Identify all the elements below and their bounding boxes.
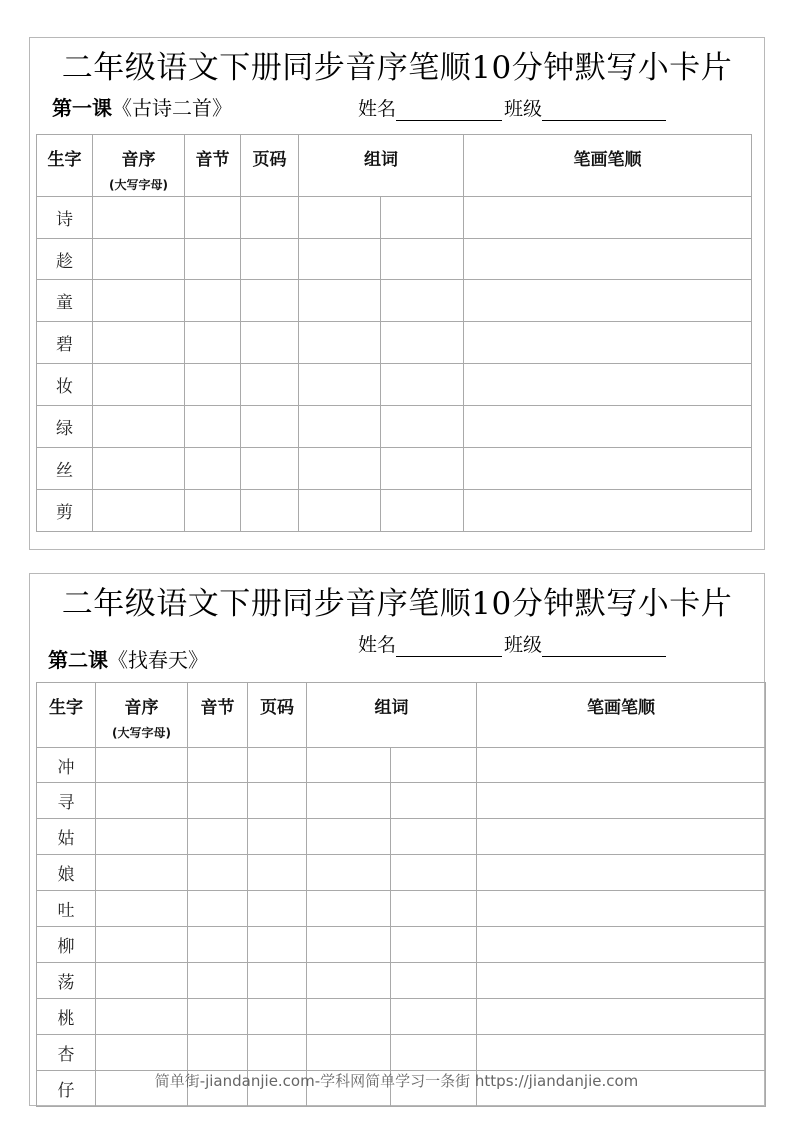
order-cell[interactable] (93, 239, 185, 280)
word-cell-2[interactable] (391, 855, 477, 891)
page-cell[interactable] (241, 280, 299, 322)
page-cell[interactable] (248, 855, 307, 891)
syllable-cell[interactable] (188, 783, 248, 819)
page-cell[interactable] (248, 1035, 307, 1071)
word-cell-1[interactable] (299, 448, 381, 490)
table-row (37, 927, 766, 963)
char-cell: 趁 (37, 239, 93, 280)
word-cell-2[interactable] (391, 1035, 477, 1071)
class-label: 班级 (504, 98, 543, 120)
word-cell-1[interactable] (299, 280, 381, 322)
table-row (37, 448, 752, 490)
table-row (37, 819, 766, 855)
dictation-card-2 (29, 573, 765, 1106)
header-words: 组词 (307, 683, 477, 748)
word-cell-2[interactable] (391, 748, 477, 783)
char-cell: 绿 (37, 406, 93, 448)
table-row (37, 197, 752, 239)
word-cell-1[interactable] (299, 490, 381, 532)
card-title: 二年级语文下册同步音序笔顺10分钟默写小卡片 (61, 586, 733, 622)
syllable-cell[interactable] (185, 406, 241, 448)
table-row (37, 322, 752, 364)
table-row (37, 783, 766, 819)
table-row (37, 963, 766, 999)
char-cell: 妆 (37, 364, 93, 406)
word-cell-2[interactable] (381, 322, 464, 364)
order-cell[interactable] (96, 783, 188, 819)
dictation-table (36, 134, 752, 532)
char-cell: 诗 (37, 197, 93, 239)
word-cell-1[interactable] (307, 999, 391, 1035)
dictation-card-1 (29, 37, 765, 550)
header-order-label: 音序 (124, 698, 159, 718)
page-cell[interactable] (241, 197, 299, 239)
table-row (37, 748, 766, 783)
char-cell: 冲 (37, 748, 96, 783)
word-cell-1[interactable] (299, 406, 381, 448)
order-cell[interactable] (96, 855, 188, 891)
watermark-footer: 简单街-jiandanjie.com-学科网简单学习一条街 https://jiandanjie.com (154, 1072, 639, 1090)
syllable-cell[interactable] (185, 239, 241, 280)
order-cell[interactable] (93, 322, 185, 364)
class-blank[interactable] (542, 638, 666, 657)
table-row (37, 1035, 766, 1071)
strokes-cell[interactable] (477, 927, 766, 963)
strokes-cell[interactable] (477, 999, 766, 1035)
header-syllable: 音节 (185, 135, 241, 197)
table-row (37, 999, 766, 1035)
word-cell-2[interactable] (381, 364, 464, 406)
syllable-cell[interactable] (185, 322, 241, 364)
name-label: 姓名 (358, 98, 397, 120)
header-page: 页码 (248, 683, 307, 748)
char-cell: 仔 (37, 1071, 96, 1107)
char-cell: 柳 (37, 927, 96, 963)
page-cell[interactable] (241, 406, 299, 448)
header-order-sub: (大写字母) (109, 178, 168, 192)
name-blank[interactable] (396, 102, 502, 121)
char-cell: 姑 (37, 819, 96, 855)
syllable-cell[interactable] (188, 855, 248, 891)
syllable-cell[interactable] (188, 963, 248, 999)
page-cell[interactable] (241, 364, 299, 406)
syllable-cell[interactable] (185, 197, 241, 239)
page-cell[interactable] (248, 963, 307, 999)
page-cell[interactable] (248, 783, 307, 819)
page-cell[interactable] (241, 239, 299, 280)
syllable-cell[interactable] (188, 891, 248, 927)
page-cell[interactable] (241, 322, 299, 364)
page-cell[interactable] (241, 490, 299, 532)
card-title: 二年级语文下册同步音序笔顺10分钟默写小卡片 (61, 50, 733, 86)
order-cell[interactable] (96, 819, 188, 855)
strokes-cell[interactable] (464, 322, 752, 364)
word-cell-1[interactable] (307, 963, 391, 999)
order-cell[interactable] (93, 448, 185, 490)
table-row (37, 891, 766, 927)
syllable-cell[interactable] (185, 280, 241, 322)
order-cell[interactable] (93, 280, 185, 322)
dictation-table (36, 682, 766, 1107)
table-row (37, 406, 752, 448)
lesson-name: 《找春天》 (108, 648, 208, 672)
strokes-cell[interactable] (464, 239, 752, 280)
student-fields (358, 630, 668, 657)
header-order-sub: (大写字母) (112, 726, 171, 740)
syllable-cell[interactable] (185, 364, 241, 406)
char-cell: 吐 (37, 891, 96, 927)
table-row (37, 280, 752, 322)
table-row (37, 239, 752, 280)
word-cell-2[interactable] (381, 280, 464, 322)
strokes-cell[interactable] (477, 1035, 766, 1071)
word-cell-1[interactable] (307, 783, 391, 819)
char-cell: 丝 (37, 448, 93, 490)
word-cell-2[interactable] (391, 963, 477, 999)
strokes-cell[interactable] (464, 364, 752, 406)
page-cell[interactable] (248, 819, 307, 855)
table-row (37, 855, 766, 891)
word-cell-1[interactable] (299, 322, 381, 364)
table-row (37, 490, 752, 532)
order-cell[interactable] (93, 490, 185, 532)
word-cell-1[interactable] (299, 197, 381, 239)
syllable-cell[interactable] (185, 490, 241, 532)
word-cell-2[interactable] (381, 406, 464, 448)
strokes-cell[interactable] (477, 891, 766, 927)
strokes-cell[interactable] (477, 963, 766, 999)
header-strokes: 笔画笔顺 (464, 135, 752, 197)
strokes-cell[interactable] (464, 490, 752, 532)
strokes-cell[interactable] (464, 406, 752, 448)
word-cell-1[interactable] (307, 748, 391, 783)
header-order-label: 音序 (121, 150, 156, 170)
word-cell-2[interactable] (391, 783, 477, 819)
word-cell-2[interactable] (381, 490, 464, 532)
page-cell[interactable] (248, 748, 307, 783)
word-cell-2[interactable] (381, 448, 464, 490)
lesson-label: 第一课 (52, 96, 112, 120)
order-cell[interactable] (96, 891, 188, 927)
header-page: 页码 (241, 135, 299, 197)
table-row (37, 364, 752, 406)
strokes-cell[interactable] (477, 783, 766, 819)
name-blank[interactable] (396, 638, 502, 657)
syllable-cell[interactable] (188, 748, 248, 783)
page-cell[interactable] (248, 891, 307, 927)
header-order (96, 683, 188, 748)
header-char: 生字 (37, 135, 93, 197)
strokes-cell[interactable] (477, 855, 766, 891)
word-cell-1[interactable] (307, 1035, 391, 1071)
strokes-cell[interactable] (477, 819, 766, 855)
lesson-name: 《古诗二首》 (112, 96, 232, 120)
order-cell[interactable] (93, 406, 185, 448)
header-syllable: 音节 (188, 683, 248, 748)
header-char: 生字 (37, 683, 96, 748)
word-cell-2[interactable] (381, 197, 464, 239)
lesson-heading (52, 92, 232, 121)
word-cell-2[interactable] (391, 891, 477, 927)
order-cell[interactable] (96, 999, 188, 1035)
word-cell-1[interactable] (307, 891, 391, 927)
order-cell[interactable] (93, 197, 185, 239)
char-cell: 荡 (37, 963, 96, 999)
char-cell: 童 (37, 280, 93, 322)
syllable-cell[interactable] (188, 1035, 248, 1071)
lesson-heading (48, 644, 208, 673)
name-label: 姓名 (358, 634, 397, 656)
class-label: 班级 (504, 634, 543, 656)
order-cell[interactable] (96, 1035, 188, 1071)
syllable-cell[interactable] (185, 448, 241, 490)
page-cell[interactable] (248, 927, 307, 963)
strokes-cell[interactable] (477, 748, 766, 783)
word-cell-2[interactable] (391, 999, 477, 1035)
char-cell: 寻 (37, 783, 96, 819)
word-cell-1[interactable] (307, 855, 391, 891)
strokes-cell[interactable] (464, 448, 752, 490)
class-blank[interactable] (542, 102, 666, 121)
order-cell[interactable] (96, 927, 188, 963)
header-words: 组词 (299, 135, 464, 197)
syllable-cell[interactable] (188, 999, 248, 1035)
page-cell[interactable] (248, 999, 307, 1035)
char-cell: 桃 (37, 999, 96, 1035)
strokes-cell[interactable] (464, 280, 752, 322)
order-cell[interactable] (96, 963, 188, 999)
word-cell-1[interactable] (299, 364, 381, 406)
char-cell: 剪 (37, 490, 93, 532)
word-cell-2[interactable] (391, 927, 477, 963)
word-cell-1[interactable] (299, 239, 381, 280)
order-cell[interactable] (96, 748, 188, 783)
student-fields (358, 94, 668, 121)
word-cell-1[interactable] (307, 927, 391, 963)
order-cell[interactable] (93, 364, 185, 406)
word-cell-2[interactable] (381, 239, 464, 280)
word-cell-2[interactable] (391, 819, 477, 855)
syllable-cell[interactable] (188, 819, 248, 855)
header-strokes: 笔画笔顺 (477, 683, 766, 748)
lesson-label: 第二课 (48, 648, 108, 672)
char-cell: 娘 (37, 855, 96, 891)
header-order (93, 135, 185, 197)
char-cell: 杏 (37, 1035, 96, 1071)
strokes-cell[interactable] (464, 197, 752, 239)
page-cell[interactable] (241, 448, 299, 490)
word-cell-1[interactable] (307, 819, 391, 855)
syllable-cell[interactable] (188, 927, 248, 963)
char-cell: 碧 (37, 322, 93, 364)
